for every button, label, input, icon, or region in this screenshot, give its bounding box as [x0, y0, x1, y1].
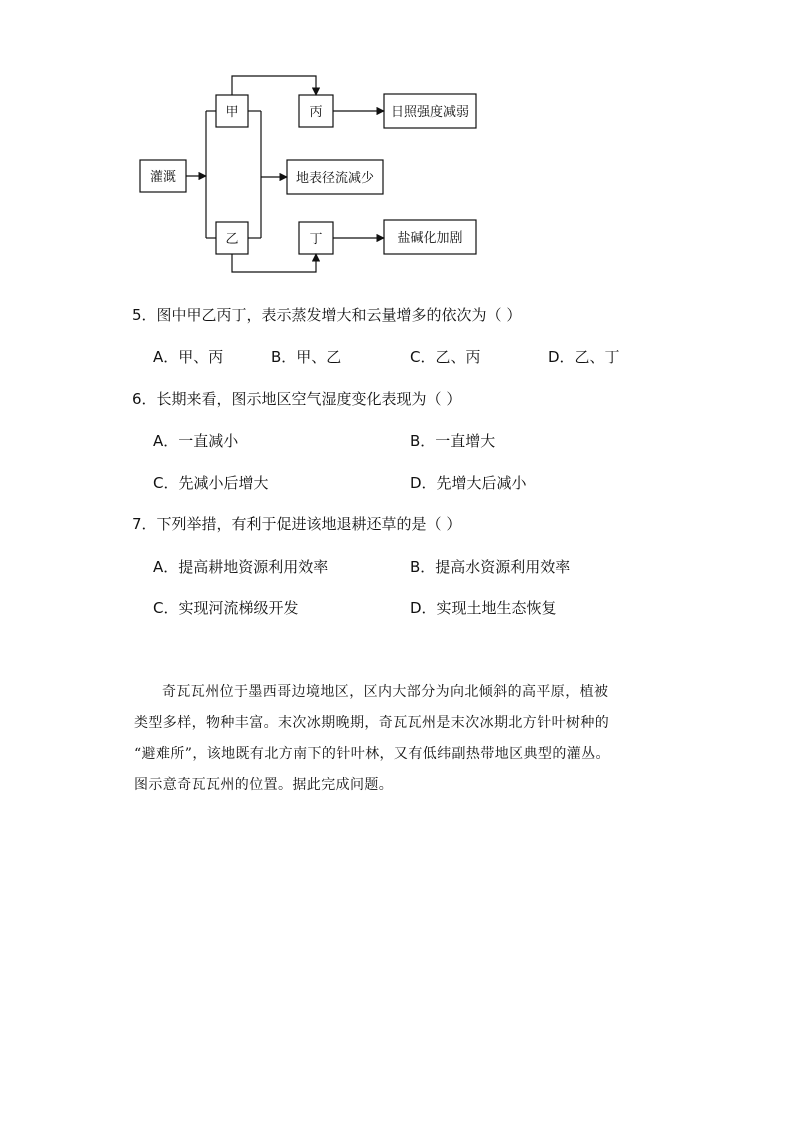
question-5-option-d: D．乙、丁: [548, 348, 620, 366]
question-5-option-b: B．甲、乙: [271, 348, 342, 366]
node-jia-label: 甲: [225, 105, 239, 120]
node-salinization-label: 盐碱化加剧: [397, 231, 463, 246]
passage: [134, 677, 674, 801]
question-7-option-c: C．实现河流梯级开发: [153, 599, 299, 617]
question-6-option-a: A．一直减小: [153, 432, 239, 450]
passage-line: 图示意奇瓦瓦州的位置。据此完成问题。: [134, 777, 394, 793]
node-yi-label: 乙: [225, 232, 239, 247]
node-runoff-label: 地表径流减少: [295, 171, 375, 186]
question-6-option-b: B．一直增大: [410, 432, 496, 450]
passage-line: 类型多样，物种丰富。末次冰期晚期，奇瓦瓦州是末次冰期北方针叶树种的: [134, 715, 610, 731]
passage-line: 奇瓦瓦州位于墨西哥边境地区，区内大部分为向北倾斜的高平原，植被: [162, 684, 609, 700]
node-irrigation-label: 灌溉: [149, 170, 177, 185]
question-5-stem: 5．图中甲乙丙丁，表示蒸发增大和云量增多的依次为（ ）: [132, 306, 522, 324]
question-7-option-a: A．提高耕地资源利用效率: [153, 558, 329, 576]
question-7-option-d: D．实现土地生态恢复: [410, 599, 557, 617]
edge-jia-to-bing: [232, 76, 316, 95]
passage-line: “避难所”，该地既有北方南下的针叶林，又有低纬副热带地区典型的灌丛。: [134, 746, 610, 762]
question-6-stem: 6．长期来看，图示地区空气湿度变化表现为（ ）: [132, 390, 462, 408]
node-sunshine-label: 日照强度减弱: [390, 105, 470, 120]
question-7-option-b: B．提高水资源利用效率: [410, 558, 571, 576]
question-6-option-c: C．先减小后增大: [153, 474, 269, 492]
question-5-option-c: C．乙、丙: [410, 348, 481, 366]
edge-yi-to-ding: [232, 254, 316, 272]
question-5-option-a: A．甲、丙: [153, 348, 224, 366]
node-ding-label: 丁: [309, 232, 323, 247]
flow-diagram: [0, 0, 794, 290]
question-6-option-d: D．先增大后减小: [410, 474, 527, 492]
node-bing-label: 丙: [309, 105, 323, 120]
question-7-stem: 7．下列举措，有利于促进该地退耕还草的是（ ）: [132, 515, 462, 533]
